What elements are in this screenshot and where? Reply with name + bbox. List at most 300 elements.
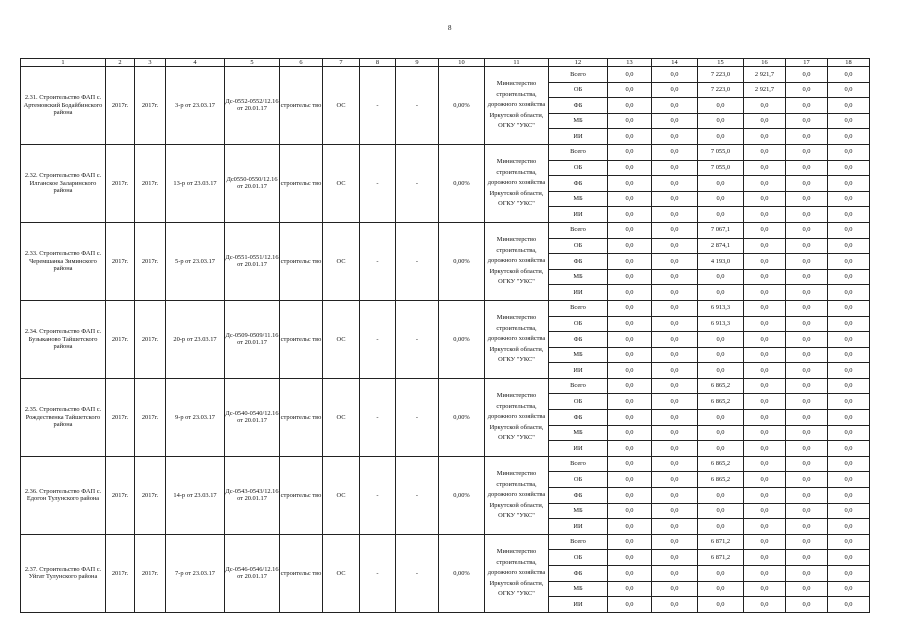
col-9: - [396,378,439,456]
value-18: 0,0 [828,160,870,176]
value-18: 0,0 [828,534,870,550]
value-16: 0,0 [744,441,786,457]
value-13: 0,0 [608,347,652,363]
executor: Министерство строительства, дорожного хозяйства Иркутской области, ОГКУ "УКС" [485,456,549,534]
value-17: 0,0 [786,98,828,114]
column-number-1: 1 [21,59,106,67]
value-18: 0,0 [828,441,870,457]
funding-source: ОБ [549,394,608,410]
value-16: 0,0 [744,566,786,582]
value-17: 0,0 [786,394,828,410]
funding-source: ФБ [549,488,608,504]
column-number-row [21,59,870,67]
value-13: 0,0 [608,566,652,582]
value-17: 0,0 [786,129,828,145]
value-16: 0,0 [744,456,786,472]
value-17: 0,0 [786,300,828,316]
value-15: 0,0 [698,581,744,597]
work-type: строительс тво [280,67,323,145]
value-14: 0,0 [652,410,698,426]
order-number: 3-р от 23.03.17 [166,67,225,145]
value-17: 0,0 [786,269,828,285]
value-16: 0,0 [744,363,786,379]
funding-source: ФБ [549,98,608,114]
value-16: 0,0 [744,472,786,488]
value-17: 0,0 [786,347,828,363]
end-year: 2017г. [135,222,166,300]
asset-kind: ОС [323,456,360,534]
value-16: 0,0 [744,269,786,285]
value-17: 0,0 [786,363,828,379]
value-18: 0,0 [828,98,870,114]
col-8: - [360,222,396,300]
value-15: 6 913,3 [698,300,744,316]
value-18: 0,0 [828,332,870,348]
value-16: 0,0 [744,222,786,238]
value-17: 0,0 [786,238,828,254]
executor: Министерство строительства, дорожного хозяйства Иркутской области, ОГКУ "УКС" [485,67,549,145]
value-18: 0,0 [828,519,870,535]
value-14: 0,0 [652,363,698,379]
start-year: 2017г. [106,67,135,145]
col-8: - [360,67,396,145]
value-17: 0,0 [786,207,828,223]
value-13: 0,0 [608,285,652,301]
start-year: 2017г. [106,378,135,456]
value-13: 0,0 [608,488,652,504]
column-number-15: 15 [698,59,744,67]
funding-source: МБ [549,191,608,207]
readiness-percent: 0,00% [439,456,485,534]
asset-kind: ОС [323,300,360,378]
column-number-14: 14 [652,59,698,67]
table-row [21,222,870,238]
value-16: 0,0 [744,207,786,223]
value-14: 0,0 [652,316,698,332]
value-15: 0,0 [698,425,744,441]
value-17: 0,0 [786,441,828,457]
value-13: 0,0 [608,394,652,410]
value-13: 0,0 [608,410,652,426]
value-14: 0,0 [652,425,698,441]
value-18: 0,0 [828,347,870,363]
col-9: - [396,144,439,222]
funding-source: Всего [549,456,608,472]
value-18: 0,0 [828,316,870,332]
value-13: 0,0 [608,534,652,550]
column-number-5: 5 [225,59,280,67]
value-14: 0,0 [652,285,698,301]
value-14: 0,0 [652,347,698,363]
page-number: 8 [448,24,452,32]
value-13: 0,0 [608,176,652,192]
work-type: строительс тво [280,300,323,378]
value-15: 6 913,3 [698,316,744,332]
funding-source: ОБ [549,550,608,566]
value-18: 0,0 [828,597,870,613]
value-15: 7 055,0 [698,160,744,176]
column-number-18: 18 [828,59,870,67]
column-number-13: 13 [608,59,652,67]
table-row [21,300,870,316]
executor: Министерство строительства, дорожного хозяйства Иркутской области, ОГКУ "УКС" [485,222,549,300]
value-18: 0,0 [828,425,870,441]
value-16: 0,0 [744,191,786,207]
column-number-17: 17 [786,59,828,67]
value-13: 0,0 [608,98,652,114]
value-16: 0,0 [744,488,786,504]
end-year: 2017г. [135,144,166,222]
value-18: 0,0 [828,566,870,582]
order-number: 14-р от 23.03.17 [166,456,225,534]
value-15: 6 871,2 [698,550,744,566]
funding-source: ФБ [549,254,608,270]
value-13: 0,0 [608,113,652,129]
value-13: 0,0 [608,222,652,238]
value-13: 0,0 [608,456,652,472]
col-9: - [396,300,439,378]
value-18: 0,0 [828,410,870,426]
readiness-percent: 0,00% [439,144,485,222]
value-15: 0,0 [698,176,744,192]
order-number: 13-р от 23.03.17 [166,144,225,222]
funding-source: ИИ [549,519,608,535]
value-18: 0,0 [828,488,870,504]
funding-source: МБ [549,269,608,285]
end-year: 2017г. [135,67,166,145]
object-name: 2.32. Строительство ФАП с. Илганское Заларинского района [21,144,106,222]
value-14: 0,0 [652,191,698,207]
funding-source: ОБ [549,82,608,98]
column-number-8: 8 [360,59,396,67]
value-18: 0,0 [828,550,870,566]
value-18: 0,0 [828,269,870,285]
value-16: 0,0 [744,300,786,316]
table-row [21,456,870,472]
asset-kind: ОС [323,67,360,145]
document-number: Дс-0551-0551/12.16 от 20.01.17 [225,222,280,300]
object-name: 2.31. Строительство ФАП с. Артемовский Бодайбинского района [21,67,106,145]
value-16: 0,0 [744,394,786,410]
column-number-12: 12 [549,59,608,67]
end-year: 2017г. [135,300,166,378]
start-year: 2017г. [106,456,135,534]
value-15: 7 067,1 [698,222,744,238]
value-17: 0,0 [786,456,828,472]
value-17: 0,0 [786,82,828,98]
value-18: 0,0 [828,191,870,207]
value-17: 0,0 [786,425,828,441]
value-17: 0,0 [786,191,828,207]
readiness-percent: 0,00% [439,67,485,145]
value-18: 0,0 [828,144,870,160]
value-18: 0,0 [828,285,870,301]
start-year: 2017г. [106,300,135,378]
value-13: 0,0 [608,129,652,145]
executor: Министерство строительства, дорожного хозяйства Иркутской области, ОГКУ "УКС" [485,534,549,612]
object-name: 2.35. Строительство ФАП с. Рождественка Тайшетского района [21,378,106,456]
value-14: 0,0 [652,472,698,488]
value-16: 0,0 [744,176,786,192]
object-name: 2.34. Строительство ФАП с. Бузыканово Тайшетского района [21,300,106,378]
funding-source: Всего [549,300,608,316]
start-year: 2017г. [106,534,135,612]
value-14: 0,0 [652,238,698,254]
value-17: 0,0 [786,316,828,332]
value-13: 0,0 [608,581,652,597]
value-13: 0,0 [608,254,652,270]
funding-source: МБ [549,503,608,519]
work-type: строительс тво [280,456,323,534]
value-17: 0,0 [786,285,828,301]
document-number: Дс-0509-0509/11.16 от 20.01.17 [225,300,280,378]
value-14: 0,0 [652,394,698,410]
funding-source: Всего [549,67,608,83]
value-14: 0,0 [652,67,698,83]
value-17: 0,0 [786,534,828,550]
work-type: строительс тво [280,144,323,222]
value-16: 0,0 [744,519,786,535]
col-8: - [360,300,396,378]
value-15: 2 874,1 [698,238,744,254]
end-year: 2017г. [135,378,166,456]
funding-source: МБ [549,347,608,363]
column-number-2: 2 [106,59,135,67]
value-14: 0,0 [652,534,698,550]
asset-kind: ОС [323,534,360,612]
column-number-3: 3 [135,59,166,67]
order-number: 5-р от 23.03.17 [166,222,225,300]
work-type: строительс тво [280,378,323,456]
value-18: 0,0 [828,472,870,488]
value-18: 0,0 [828,254,870,270]
value-15: 0,0 [698,113,744,129]
value-13: 0,0 [608,597,652,613]
value-18: 0,0 [828,176,870,192]
value-15: 6 865,2 [698,456,744,472]
value-15: 7 055,0 [698,144,744,160]
funding-source: ИИ [549,441,608,457]
asset-kind: ОС [323,222,360,300]
value-13: 0,0 [608,82,652,98]
funding-source: Всего [549,222,608,238]
value-14: 0,0 [652,456,698,472]
value-15: 6 865,2 [698,394,744,410]
value-15: 7 223,0 [698,67,744,83]
funding-source: ОБ [549,160,608,176]
value-14: 0,0 [652,129,698,145]
value-15: 0,0 [698,503,744,519]
value-13: 0,0 [608,503,652,519]
value-18: 0,0 [828,67,870,83]
value-18: 0,0 [828,581,870,597]
document-number: Дс-0543-0543/12.16 от 20.01.17 [225,456,280,534]
executor: Министерство строительства, дорожного хозяйства Иркутской области, ОГКУ "УКС" [485,378,549,456]
funding-source: МБ [549,581,608,597]
funding-source: ИИ [549,129,608,145]
value-13: 0,0 [608,238,652,254]
asset-kind: ОС [323,144,360,222]
value-18: 0,0 [828,363,870,379]
value-15: 0,0 [698,347,744,363]
value-13: 0,0 [608,550,652,566]
value-14: 0,0 [652,176,698,192]
value-18: 0,0 [828,300,870,316]
value-16: 0,0 [744,332,786,348]
funding-source: МБ [549,425,608,441]
value-15: 6 865,2 [698,472,744,488]
value-14: 0,0 [652,160,698,176]
object-name: 2.33. Строительство ФАП с. Черемшанка Зиминского района [21,222,106,300]
column-number-10: 10 [439,59,485,67]
value-14: 0,0 [652,550,698,566]
col-8: - [360,144,396,222]
value-15: 6 871,2 [698,534,744,550]
value-16: 0,0 [744,316,786,332]
value-17: 0,0 [786,176,828,192]
value-13: 0,0 [608,316,652,332]
funding-source: ИИ [549,597,608,613]
value-16: 0,0 [744,550,786,566]
value-16: 0,0 [744,98,786,114]
value-17: 0,0 [786,503,828,519]
readiness-percent: 0,00% [439,222,485,300]
value-15: 0,0 [698,269,744,285]
funding-source: ИИ [549,207,608,223]
value-15: 4 193,0 [698,254,744,270]
value-16: 0,0 [744,160,786,176]
value-16: 0,0 [744,597,786,613]
value-13: 0,0 [608,519,652,535]
value-14: 0,0 [652,488,698,504]
value-15: 0,0 [698,441,744,457]
value-15: 0,0 [698,98,744,114]
value-14: 0,0 [652,207,698,223]
funding-source: Всего [549,144,608,160]
funding-source: ИИ [549,363,608,379]
value-16: 0,0 [744,129,786,145]
value-17: 0,0 [786,472,828,488]
funding-source: Всего [549,534,608,550]
value-16: 0,0 [744,113,786,129]
value-18: 0,0 [828,503,870,519]
order-number: 7-р от 23.03.17 [166,534,225,612]
value-15: 0,0 [698,597,744,613]
value-13: 0,0 [608,160,652,176]
funding-source: ФБ [549,410,608,426]
value-14: 0,0 [652,98,698,114]
table-row [21,144,870,160]
value-13: 0,0 [608,67,652,83]
value-17: 0,0 [786,581,828,597]
executor: Министерство строительства, дорожного хозяйства Иркутской области, ОГКУ "УКС" [485,300,549,378]
readiness-percent: 0,00% [439,300,485,378]
value-13: 0,0 [608,144,652,160]
value-17: 0,0 [786,113,828,129]
funding-source: ИИ [549,285,608,301]
start-year: 2017г. [106,144,135,222]
value-18: 0,0 [828,456,870,472]
work-type: строительс тво [280,534,323,612]
document-number: Дс0550-0550/12.16 от 20.01.17 [225,144,280,222]
funding-source: ОБ [549,316,608,332]
document-number: Дс-0546-0546/12.16 от 20.01.17 [225,534,280,612]
value-15: 0,0 [698,410,744,426]
value-14: 0,0 [652,269,698,285]
funding-source: МБ [549,113,608,129]
order-number: 9-р от 23.03.17 [166,378,225,456]
value-15: 0,0 [698,129,744,145]
column-number-7: 7 [323,59,360,67]
value-17: 0,0 [786,597,828,613]
value-14: 0,0 [652,113,698,129]
value-18: 0,0 [828,129,870,145]
value-18: 0,0 [828,113,870,129]
value-13: 0,0 [608,300,652,316]
value-17: 0,0 [786,254,828,270]
value-18: 0,0 [828,378,870,394]
asset-kind: ОС [323,378,360,456]
value-17: 0,0 [786,67,828,83]
col-9: - [396,222,439,300]
value-13: 0,0 [608,472,652,488]
value-14: 0,0 [652,378,698,394]
value-15: 0,0 [698,519,744,535]
end-year: 2017г. [135,456,166,534]
value-15: 0,0 [698,332,744,348]
funding-source: Всего [549,378,608,394]
col-9: - [396,534,439,612]
value-15: 0,0 [698,363,744,379]
value-17: 0,0 [786,332,828,348]
value-15: 0,0 [698,285,744,301]
value-14: 0,0 [652,503,698,519]
value-16: 0,0 [744,581,786,597]
value-17: 0,0 [786,566,828,582]
value-17: 0,0 [786,488,828,504]
table-row [21,67,870,83]
value-17: 0,0 [786,519,828,535]
table-row [21,534,870,550]
col-9: - [396,456,439,534]
value-13: 0,0 [608,191,652,207]
readiness-percent: 0,00% [439,378,485,456]
column-number-4: 4 [166,59,225,67]
value-17: 0,0 [786,222,828,238]
value-18: 0,0 [828,222,870,238]
value-13: 0,0 [608,332,652,348]
value-15: 7 223,0 [698,82,744,98]
value-13: 0,0 [608,441,652,457]
value-18: 0,0 [828,394,870,410]
value-16: 0,0 [744,285,786,301]
value-16: 0,0 [744,254,786,270]
object-name: 2.37. Строительство ФАП с. Уйгат Тулунского района [21,534,106,612]
value-17: 0,0 [786,410,828,426]
value-13: 0,0 [608,269,652,285]
start-year: 2017г. [106,222,135,300]
value-17: 0,0 [786,378,828,394]
executor: Министерство строительства, дорожного хозяйства Иркутской области, ОГКУ "УКС" [485,144,549,222]
value-14: 0,0 [652,82,698,98]
funding-source: ОБ [549,472,608,488]
end-year: 2017г. [135,534,166,612]
column-number-11: 11 [485,59,549,67]
col-9: - [396,67,439,145]
value-14: 0,0 [652,519,698,535]
value-17: 0,0 [786,144,828,160]
funding-source: ОБ [549,238,608,254]
